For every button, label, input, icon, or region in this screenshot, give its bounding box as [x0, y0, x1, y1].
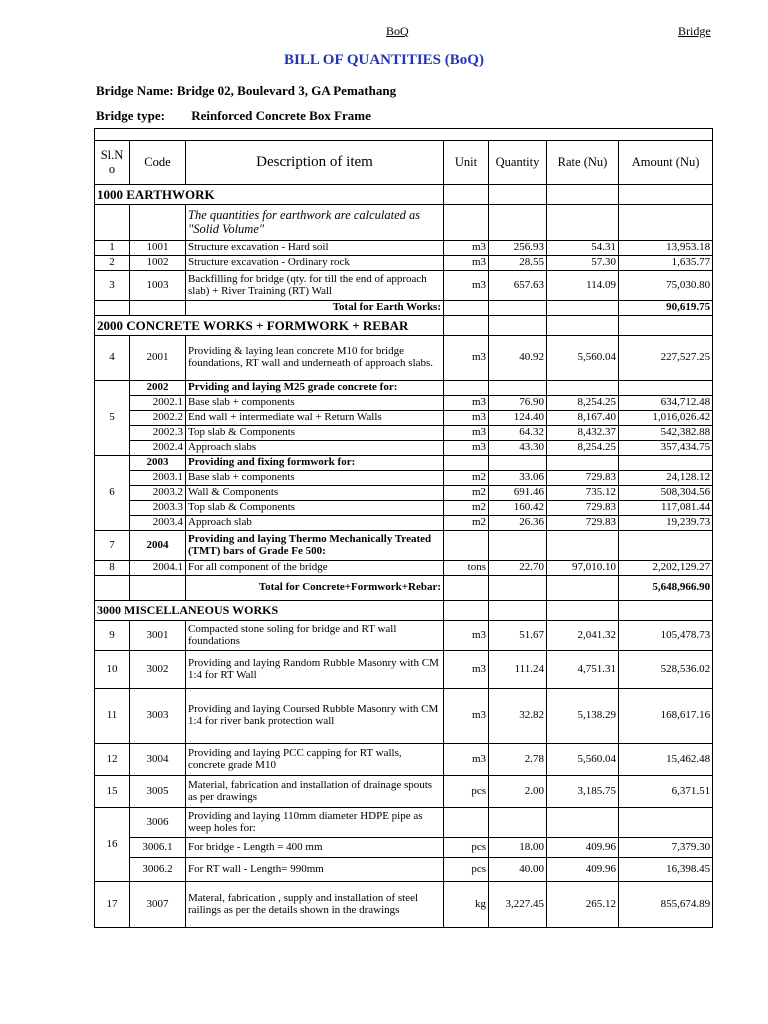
item-amount: 117,081.44	[619, 501, 713, 516]
item-amount: 1,635.77	[619, 256, 713, 271]
group-header-row	[95, 456, 713, 471]
item-unit: pcs	[444, 838, 489, 858]
sl-no: 15	[95, 776, 130, 808]
item-quantity: 22.70	[489, 561, 547, 576]
section-title: 3000 MISCELLANEOUS WORKS	[95, 601, 444, 621]
item-code: 2003.3	[130, 501, 186, 516]
item-quantity: 26.36	[489, 516, 547, 531]
sl-no: 9	[95, 621, 130, 651]
item-description: Top slab & Components	[186, 426, 444, 441]
table-row	[95, 256, 713, 271]
item-unit: m2	[444, 516, 489, 531]
item-amount: 105,478.73	[619, 621, 713, 651]
item-code: 3003	[130, 689, 186, 744]
item-code: 2004	[130, 531, 186, 561]
item-amount: 16,398.45	[619, 858, 713, 882]
item-code: 1001	[130, 241, 186, 256]
item-unit: m2	[444, 486, 489, 501]
item-description: Prviding and laying M25 grade concrete for:	[186, 381, 444, 396]
item-unit: m3	[444, 256, 489, 271]
group-header-row	[95, 381, 713, 396]
bridge-name-label: Bridge Name:	[96, 83, 174, 98]
item-rate: 8,254.25	[547, 396, 619, 411]
section-title: 1000 EARTHWORK	[95, 185, 444, 205]
item-code: 2003.1	[130, 471, 186, 486]
item-description: Compacted stone soling for bridge and RT wall foundations	[186, 621, 444, 651]
bridge-name-value: Bridge 02, Boulevard 3, GA Pemathang	[176, 83, 397, 98]
table-row	[95, 501, 713, 516]
table-row	[95, 426, 713, 441]
item-code: 2002	[130, 381, 186, 396]
earthwork-total-row	[95, 301, 713, 316]
item-unit: tons	[444, 561, 489, 576]
item-code: 2003	[130, 456, 186, 471]
section-concrete	[95, 316, 713, 336]
item-description: Providing & laying lean concrete M10 for bridge foundations, RT wall and underneath of approach slabs.	[186, 336, 444, 381]
item-quantity: 691.46	[489, 486, 547, 501]
item-rate: 729.83	[547, 516, 619, 531]
bridge-type	[96, 108, 371, 124]
item-rate: 735.12	[547, 486, 619, 501]
item-rate: 8,432.37	[547, 426, 619, 441]
item-code: 3006.1	[130, 838, 186, 858]
sl-no: 3	[95, 271, 130, 301]
item-quantity: 51.67	[489, 621, 547, 651]
item-amount: 1,016,026.42	[619, 411, 713, 426]
sl-no: 17	[95, 882, 130, 928]
item-rate: 409.96	[547, 838, 619, 858]
sl-no: 1	[95, 241, 130, 256]
table-row	[95, 411, 713, 426]
table-row	[95, 621, 713, 651]
sl-no: 16	[95, 808, 130, 882]
table-row	[95, 882, 713, 928]
item-rate: 729.83	[547, 501, 619, 516]
sl-no: 4	[95, 336, 130, 381]
table-row	[95, 271, 713, 301]
section-misc	[95, 601, 713, 621]
item-quantity: 40.92	[489, 336, 547, 381]
table-row	[95, 441, 713, 456]
item-rate: 5,560.04	[547, 336, 619, 381]
item-quantity: 43.30	[489, 441, 547, 456]
group-header-row	[95, 808, 713, 838]
item-unit: m3	[444, 336, 489, 381]
item-description: Base slab + components	[186, 471, 444, 486]
item-amount: 2,202,129.27	[619, 561, 713, 576]
sl-no: 8	[95, 561, 130, 576]
sl-no: 5	[95, 381, 130, 456]
item-amount: 24,128.12	[619, 471, 713, 486]
item-rate: 8,254.25	[547, 441, 619, 456]
item-code: 3002	[130, 651, 186, 689]
item-unit: m3	[444, 744, 489, 776]
item-rate: 729.83	[547, 471, 619, 486]
item-quantity: 76.90	[489, 396, 547, 411]
item-amount: 19,239.73	[619, 516, 713, 531]
col-header-code: Code	[130, 141, 186, 185]
item-description: Providing and fixing formwork for:	[186, 456, 444, 471]
item-description: Materal, fabrication , supply and installation of steel railings as per the details shown in the drawings	[186, 882, 444, 928]
item-unit: m2	[444, 501, 489, 516]
table-row	[95, 486, 713, 501]
item-quantity: 28.55	[489, 256, 547, 271]
item-code: 2003.4	[130, 516, 186, 531]
header-boq: BoQ	[386, 24, 409, 38]
item-quantity: 18.00	[489, 838, 547, 858]
item-quantity: 40.00	[489, 858, 547, 882]
item-code: 1003	[130, 271, 186, 301]
table-row	[95, 689, 713, 744]
item-unit: m3	[444, 426, 489, 441]
sl-no: 10	[95, 651, 130, 689]
item-unit: kg	[444, 882, 489, 928]
item-quantity: 124.40	[489, 411, 547, 426]
col-header-slno: Sl.N o	[95, 141, 130, 185]
column-header-row	[95, 141, 713, 185]
table-row	[95, 561, 713, 576]
table-row	[95, 744, 713, 776]
concrete-total-label: Total for Concrete+Formwork+Rebar:	[186, 576, 444, 601]
concrete-total-amount: 5,648,966.90	[619, 576, 713, 601]
item-amount: 528,536.02	[619, 651, 713, 689]
item-description: Wall & Components	[186, 486, 444, 501]
bridge-name	[96, 83, 396, 99]
table-top-spacer	[95, 129, 713, 141]
item-code: 2003.2	[130, 486, 186, 501]
item-rate: 3,185.75	[547, 776, 619, 808]
table-row	[95, 838, 713, 858]
boq-table	[94, 128, 713, 928]
section-earthwork	[95, 185, 713, 205]
item-description: For RT wall - Length= 990mm	[186, 858, 444, 882]
item-code: 2004.1	[130, 561, 186, 576]
item-description: Providing and laying Random Rubble Masonry with CM 1:4 for RT Wall	[186, 651, 444, 689]
sl-no: 12	[95, 744, 130, 776]
item-rate: 409.96	[547, 858, 619, 882]
item-description: For all component of the bridge	[186, 561, 444, 576]
col-header-rate: Rate (Nu)	[547, 141, 619, 185]
item-amount: 508,304.56	[619, 486, 713, 501]
item-unit: m3	[444, 689, 489, 744]
item-quantity: 2.78	[489, 744, 547, 776]
item-description: Backfilling for bridge (qty. for till the end of approach slab) + River Training (RT) Wall	[186, 271, 444, 301]
item-amount: 15,462.48	[619, 744, 713, 776]
item-rate: 54.31	[547, 241, 619, 256]
table-row	[95, 531, 713, 561]
item-rate: 57.30	[547, 256, 619, 271]
item-description: Base slab + components	[186, 396, 444, 411]
item-description: Providing and laying 110mm diameter HDPE pipe as weep holes for:	[186, 808, 444, 838]
item-unit: m2	[444, 471, 489, 486]
item-amount: 634,712.48	[619, 396, 713, 411]
item-code: 2002.1	[130, 396, 186, 411]
item-description: Providing and laying Thermo Mechanically Treated (TMT) bars of Grade Fe 500:	[186, 531, 444, 561]
item-unit: m3	[444, 396, 489, 411]
bridge-type-value: Reinforced Concrete Box Frame	[191, 108, 371, 123]
item-quantity: 657.63	[489, 271, 547, 301]
item-rate: 4,751.31	[547, 651, 619, 689]
item-quantity: 64.32	[489, 426, 547, 441]
item-code: 3001	[130, 621, 186, 651]
item-code: 3007	[130, 882, 186, 928]
table-row	[95, 516, 713, 531]
item-description: Top slab & Components	[186, 501, 444, 516]
section-title: 2000 CONCRETE WORKS + FORMWORK + REBAR	[95, 316, 444, 336]
item-rate: 114.09	[547, 271, 619, 301]
item-quantity: 3,227.45	[489, 882, 547, 928]
table-row	[95, 858, 713, 882]
item-description: Approach slab	[186, 516, 444, 531]
col-header-unit: Unit	[444, 141, 489, 185]
item-description: Approach slabs	[186, 441, 444, 456]
item-code: 1002	[130, 256, 186, 271]
item-rate: 5,560.04	[547, 744, 619, 776]
item-quantity: 160.42	[489, 501, 547, 516]
item-amount: 13,953.18	[619, 241, 713, 256]
item-description: Providing and laying Coursed Rubble Masonry with CM 1:4 for river bank protection wall	[186, 689, 444, 744]
item-unit: m3	[444, 621, 489, 651]
item-description: Material, fabrication and installation of drainage spouts as per drawings	[186, 776, 444, 808]
header-bridge: Bridge	[678, 24, 711, 38]
item-description: Providing and laying PCC capping for RT walls, concrete grade M10	[186, 744, 444, 776]
earthwork-note: The quantities for earthwork are calculated as "Solid Volume"	[186, 205, 444, 241]
item-unit: m3	[444, 241, 489, 256]
item-amount: 357,434.75	[619, 441, 713, 456]
table-row	[95, 651, 713, 689]
item-amount: 6,371.51	[619, 776, 713, 808]
item-description: Structure excavation - Ordinary rock	[186, 256, 444, 271]
item-amount: 75,030.80	[619, 271, 713, 301]
sl-no: 11	[95, 689, 130, 744]
item-amount: 227,527.25	[619, 336, 713, 381]
col-header-description: Description of item	[186, 141, 444, 185]
item-amount: 7,379.30	[619, 838, 713, 858]
item-unit: pcs	[444, 858, 489, 882]
sl-no: 7	[95, 531, 130, 561]
item-unit: m3	[444, 411, 489, 426]
item-amount: 168,617.16	[619, 689, 713, 744]
item-description: For bridge - Length = 400 mm	[186, 838, 444, 858]
item-quantity: 32.82	[489, 689, 547, 744]
item-code: 2001	[130, 336, 186, 381]
item-description: Structure excavation - Hard soil	[186, 241, 444, 256]
item-rate: 97,010.10	[547, 561, 619, 576]
col-header-amount: Amount (Nu)	[619, 141, 713, 185]
concrete-total-row	[95, 576, 713, 601]
item-rate: 2,041.32	[547, 621, 619, 651]
item-rate: 265.12	[547, 882, 619, 928]
earthwork-note-row	[95, 205, 713, 241]
earthwork-total-label: Total for Earth Works:	[186, 301, 444, 316]
item-code: 3005	[130, 776, 186, 808]
item-code: 2002.2	[130, 411, 186, 426]
col-header-quantity: Quantity	[489, 141, 547, 185]
item-code: 2002.4	[130, 441, 186, 456]
page-title: BILL OF QUANTITIES (BoQ)	[284, 52, 484, 68]
item-code: 3004	[130, 744, 186, 776]
item-quantity: 256.93	[489, 241, 547, 256]
item-amount: 542,382.88	[619, 426, 713, 441]
item-unit: m3	[444, 271, 489, 301]
table-row	[95, 241, 713, 256]
item-description: End wall + intermediate wal + Return Walls	[186, 411, 444, 426]
item-rate: 8,167.40	[547, 411, 619, 426]
sl-no: 6	[95, 456, 130, 531]
item-code: 3006.2	[130, 858, 186, 882]
item-code: 3006	[130, 808, 186, 838]
item-quantity: 33.06	[489, 471, 547, 486]
item-quantity: 2.00	[489, 776, 547, 808]
item-quantity: 111.24	[489, 651, 547, 689]
earthwork-total-amount: 90,619.75	[619, 301, 713, 316]
item-unit: pcs	[444, 776, 489, 808]
table-row	[95, 776, 713, 808]
item-unit: m3	[444, 651, 489, 689]
item-rate: 5,138.29	[547, 689, 619, 744]
item-code: 2002.3	[130, 426, 186, 441]
sl-no: 2	[95, 256, 130, 271]
bridge-type-label: Bridge type:	[96, 108, 165, 123]
item-unit: m3	[444, 441, 489, 456]
table-row	[95, 336, 713, 381]
table-row	[95, 471, 713, 486]
table-row	[95, 396, 713, 411]
item-amount: 855,674.89	[619, 882, 713, 928]
